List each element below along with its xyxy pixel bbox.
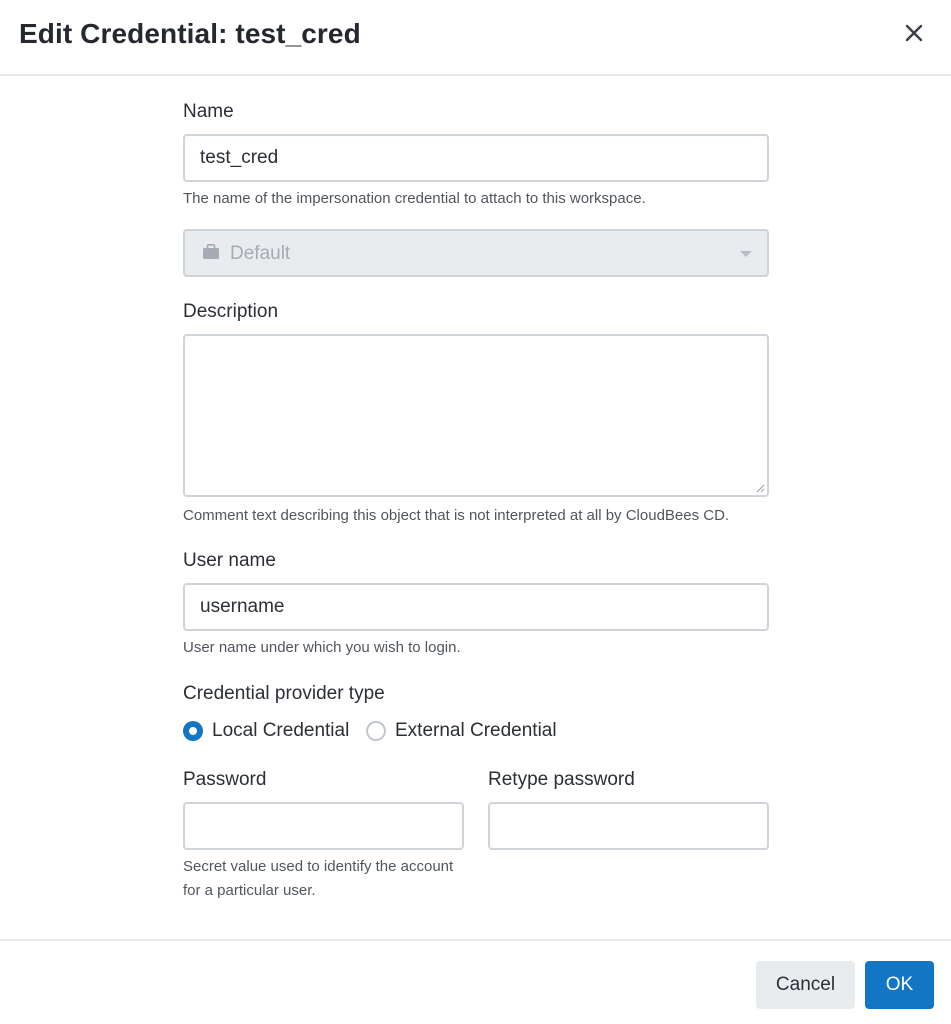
project-select-value: Default [230, 243, 291, 264]
name-input[interactable] [183, 134, 769, 182]
resize-grip-icon[interactable] [755, 483, 765, 493]
cancel-button[interactable]: Cancel [756, 961, 855, 1009]
close-icon[interactable] [900, 19, 928, 47]
user-name-input[interactable] [183, 583, 769, 631]
password-help-text-2: for a particular user. [183, 882, 316, 899]
dialog-header [0, 0, 951, 76]
retype-password-label: Retype password [488, 769, 635, 790]
user-name-label: User name [183, 550, 276, 571]
description-help-text: Comment text describing this object that is not interpreted at all by CloudBees CD. [183, 507, 730, 524]
user-name-help-text: User name under which you wish to login. [183, 639, 461, 656]
footer-divider [0, 939, 951, 941]
retype-password-input[interactable] [488, 802, 769, 850]
project-select [183, 229, 769, 277]
chevron-down-icon [740, 251, 752, 257]
name-label: Name [183, 101, 234, 122]
external-credential-radio[interactable] [366, 721, 386, 741]
password-input[interactable] [183, 802, 464, 850]
external-credential-label[interactable]: External Credential [395, 720, 557, 741]
description-label: Description [183, 301, 279, 322]
provider-type-label: Credential provider type [183, 683, 385, 704]
local-credential-radio[interactable] [183, 721, 203, 741]
description-textarea[interactable] [183, 334, 769, 497]
ok-button[interactable]: OK [865, 961, 934, 1009]
local-credential-label[interactable]: Local Credential [212, 720, 350, 741]
briefcase-icon [202, 244, 220, 260]
name-help-text: The name of the impersonation credential to attach to this workspace. [183, 190, 646, 207]
password-label: Password [183, 769, 267, 790]
password-help-text: Secret value used to identify the account [183, 858, 454, 875]
dialog-title: Edit Credential: test_cred [19, 18, 361, 49]
